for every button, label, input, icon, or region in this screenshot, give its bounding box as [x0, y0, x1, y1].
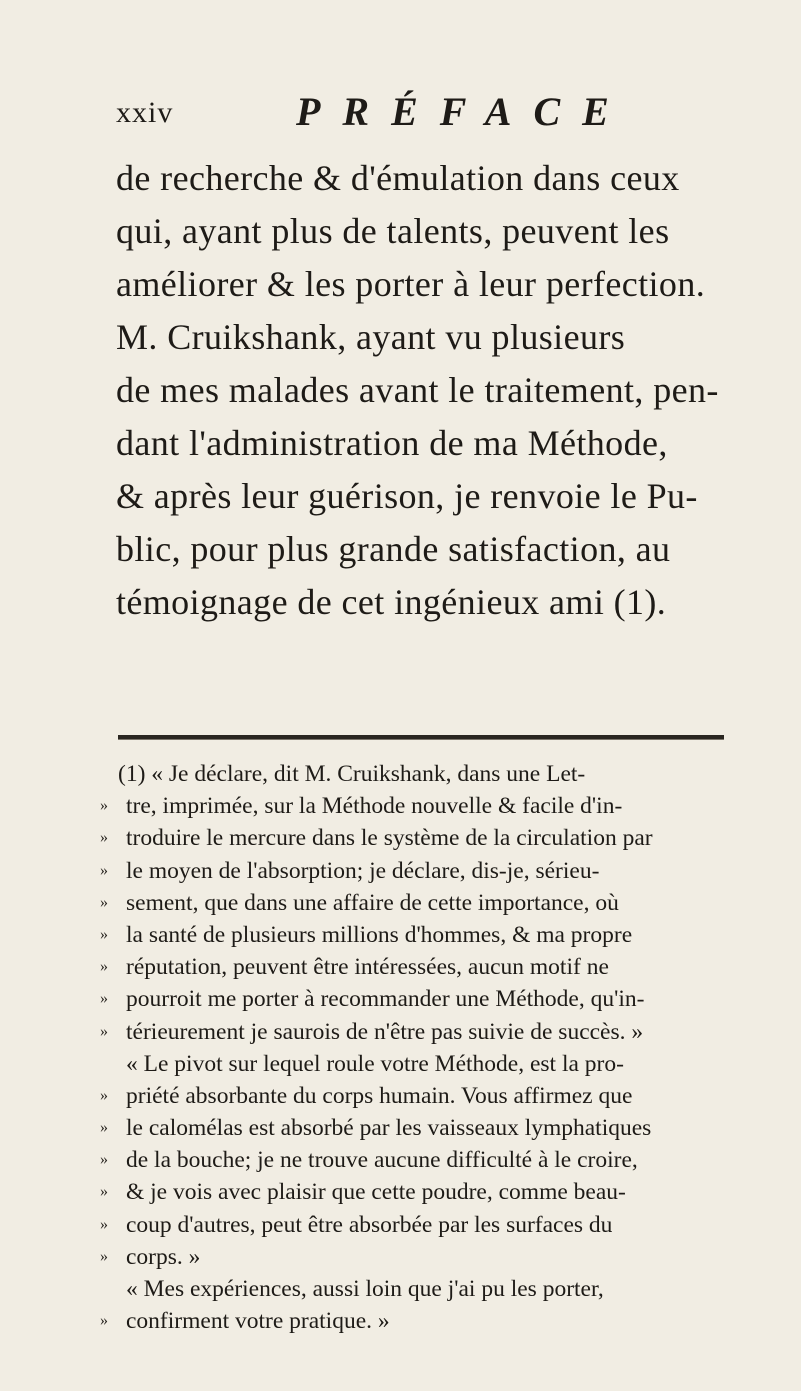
- footnote-line: [100, 1305, 740, 1337]
- text-line: améliorer & les porter à leur perfection.: [116, 264, 706, 304]
- quote-mark: »: [100, 990, 108, 1008]
- footnote-text: coup d'autres, peut être absorbée par les surfaces du: [126, 1211, 613, 1238]
- footnote-line: [100, 1112, 740, 1144]
- footnote-text: la santé de plusieurs millions d'hommes, & ma propre: [126, 921, 633, 948]
- footnote-text: tre, imprimée, sur la Méthode nouvelle & facile d'in-: [126, 793, 623, 820]
- quote-mark: »: [100, 1022, 108, 1040]
- quote-mark: »: [100, 925, 108, 943]
- footnote-line: [100, 1144, 740, 1176]
- footnote-line: [100, 1176, 740, 1208]
- quote-mark: »: [100, 893, 108, 911]
- main-text: [116, 152, 726, 629]
- quote-mark: »: [100, 797, 108, 815]
- footnote-line: [100, 1016, 740, 1048]
- text-line: dant l'administration de ma Méthode,: [116, 423, 668, 463]
- footnote-block: [100, 758, 740, 1337]
- footnote-text: priété absorbante du corps humain. Vous affirmez que: [126, 1082, 633, 1109]
- quote-mark: »: [100, 1312, 108, 1330]
- footnote-text: troduire le mercure dans le système de la circulation par: [126, 825, 653, 852]
- footnote-line: [100, 1080, 740, 1112]
- footnote-line: [100, 1241, 740, 1273]
- footnote-line: [100, 919, 740, 951]
- page-header: [116, 88, 716, 138]
- footnote-text: le moyen de l'absorption; je déclare, dis-je, sérieu-: [126, 857, 600, 884]
- footnote-text: confirment votre pratique. »: [126, 1308, 390, 1335]
- text-line: M. Cruikshank, ayant vu plusieurs: [116, 317, 626, 357]
- quote-mark: »: [100, 1119, 108, 1137]
- footnote-text: sement, que dans une affaire de cette importance, où: [126, 889, 619, 916]
- footnote-text: corps. »: [126, 1243, 201, 1270]
- running-title: PRÉFACE: [296, 89, 631, 134]
- footnote-line: [100, 887, 740, 919]
- footnote-text: réputation, peuvent être intéressées, aucun motif ne: [126, 954, 609, 981]
- quote-mark: »: [100, 829, 108, 847]
- footnote-line: [100, 822, 740, 854]
- footnote-line: [100, 1273, 740, 1305]
- footnote-text: « Le pivot sur lequel roule votre Méthode, est la pro-: [126, 1050, 624, 1077]
- quote-mark: »: [100, 861, 108, 879]
- footnote-text: « Mes expériences, aussi loin que j'ai pu les porter,: [126, 1276, 604, 1302]
- footnote-line: [100, 983, 740, 1015]
- footnote-line: [100, 1048, 740, 1080]
- footnote-line: [100, 855, 740, 887]
- quote-mark: »: [100, 1183, 108, 1201]
- footnote-text: le calomélas est absorbé par les vaisseaux lymphatiques: [126, 1115, 652, 1142]
- text-line: & après leur guérison, je renvoie le Pu-: [116, 476, 698, 516]
- quote-mark: »: [100, 1247, 108, 1265]
- footnote-text: térieurement je saurois de n'être pas suivie de succès. »: [126, 1018, 644, 1045]
- footnote-line: [100, 951, 740, 983]
- quote-mark: »: [100, 1151, 108, 1169]
- footnote-text: (1) « Je déclare, dit M. Cruikshank, dans une Let-: [118, 761, 586, 787]
- footnote-line: [100, 1209, 740, 1241]
- quote-mark: »: [100, 958, 108, 976]
- text-line: qui, ayant plus de talents, peuvent les: [116, 211, 670, 251]
- text-line: blic, pour plus grande satisfaction, au: [116, 529, 671, 569]
- footnote-line: [100, 790, 740, 822]
- footnote-text: & je vois avec plaisir que cette poudre, comme beau-: [126, 1179, 626, 1206]
- footnote-rule: [118, 735, 724, 740]
- quote-mark: »: [100, 1215, 108, 1233]
- footnote-line: [100, 758, 740, 790]
- text-line: témoignage de cet ingénieux ami (1).: [116, 582, 667, 622]
- text-line: de mes malades avant le traitement, pen-: [116, 370, 719, 410]
- footnote-text: de la bouche; je ne trouve aucune difficulté à le croire,: [126, 1147, 638, 1174]
- footnote-text: pourroit me porter à recommander une Méthode, qu'in-: [126, 986, 645, 1013]
- text-line: de recherche & d'émulation dans ceux: [116, 158, 680, 198]
- page-number: xxiv: [116, 96, 174, 129]
- quote-mark: »: [100, 1086, 108, 1104]
